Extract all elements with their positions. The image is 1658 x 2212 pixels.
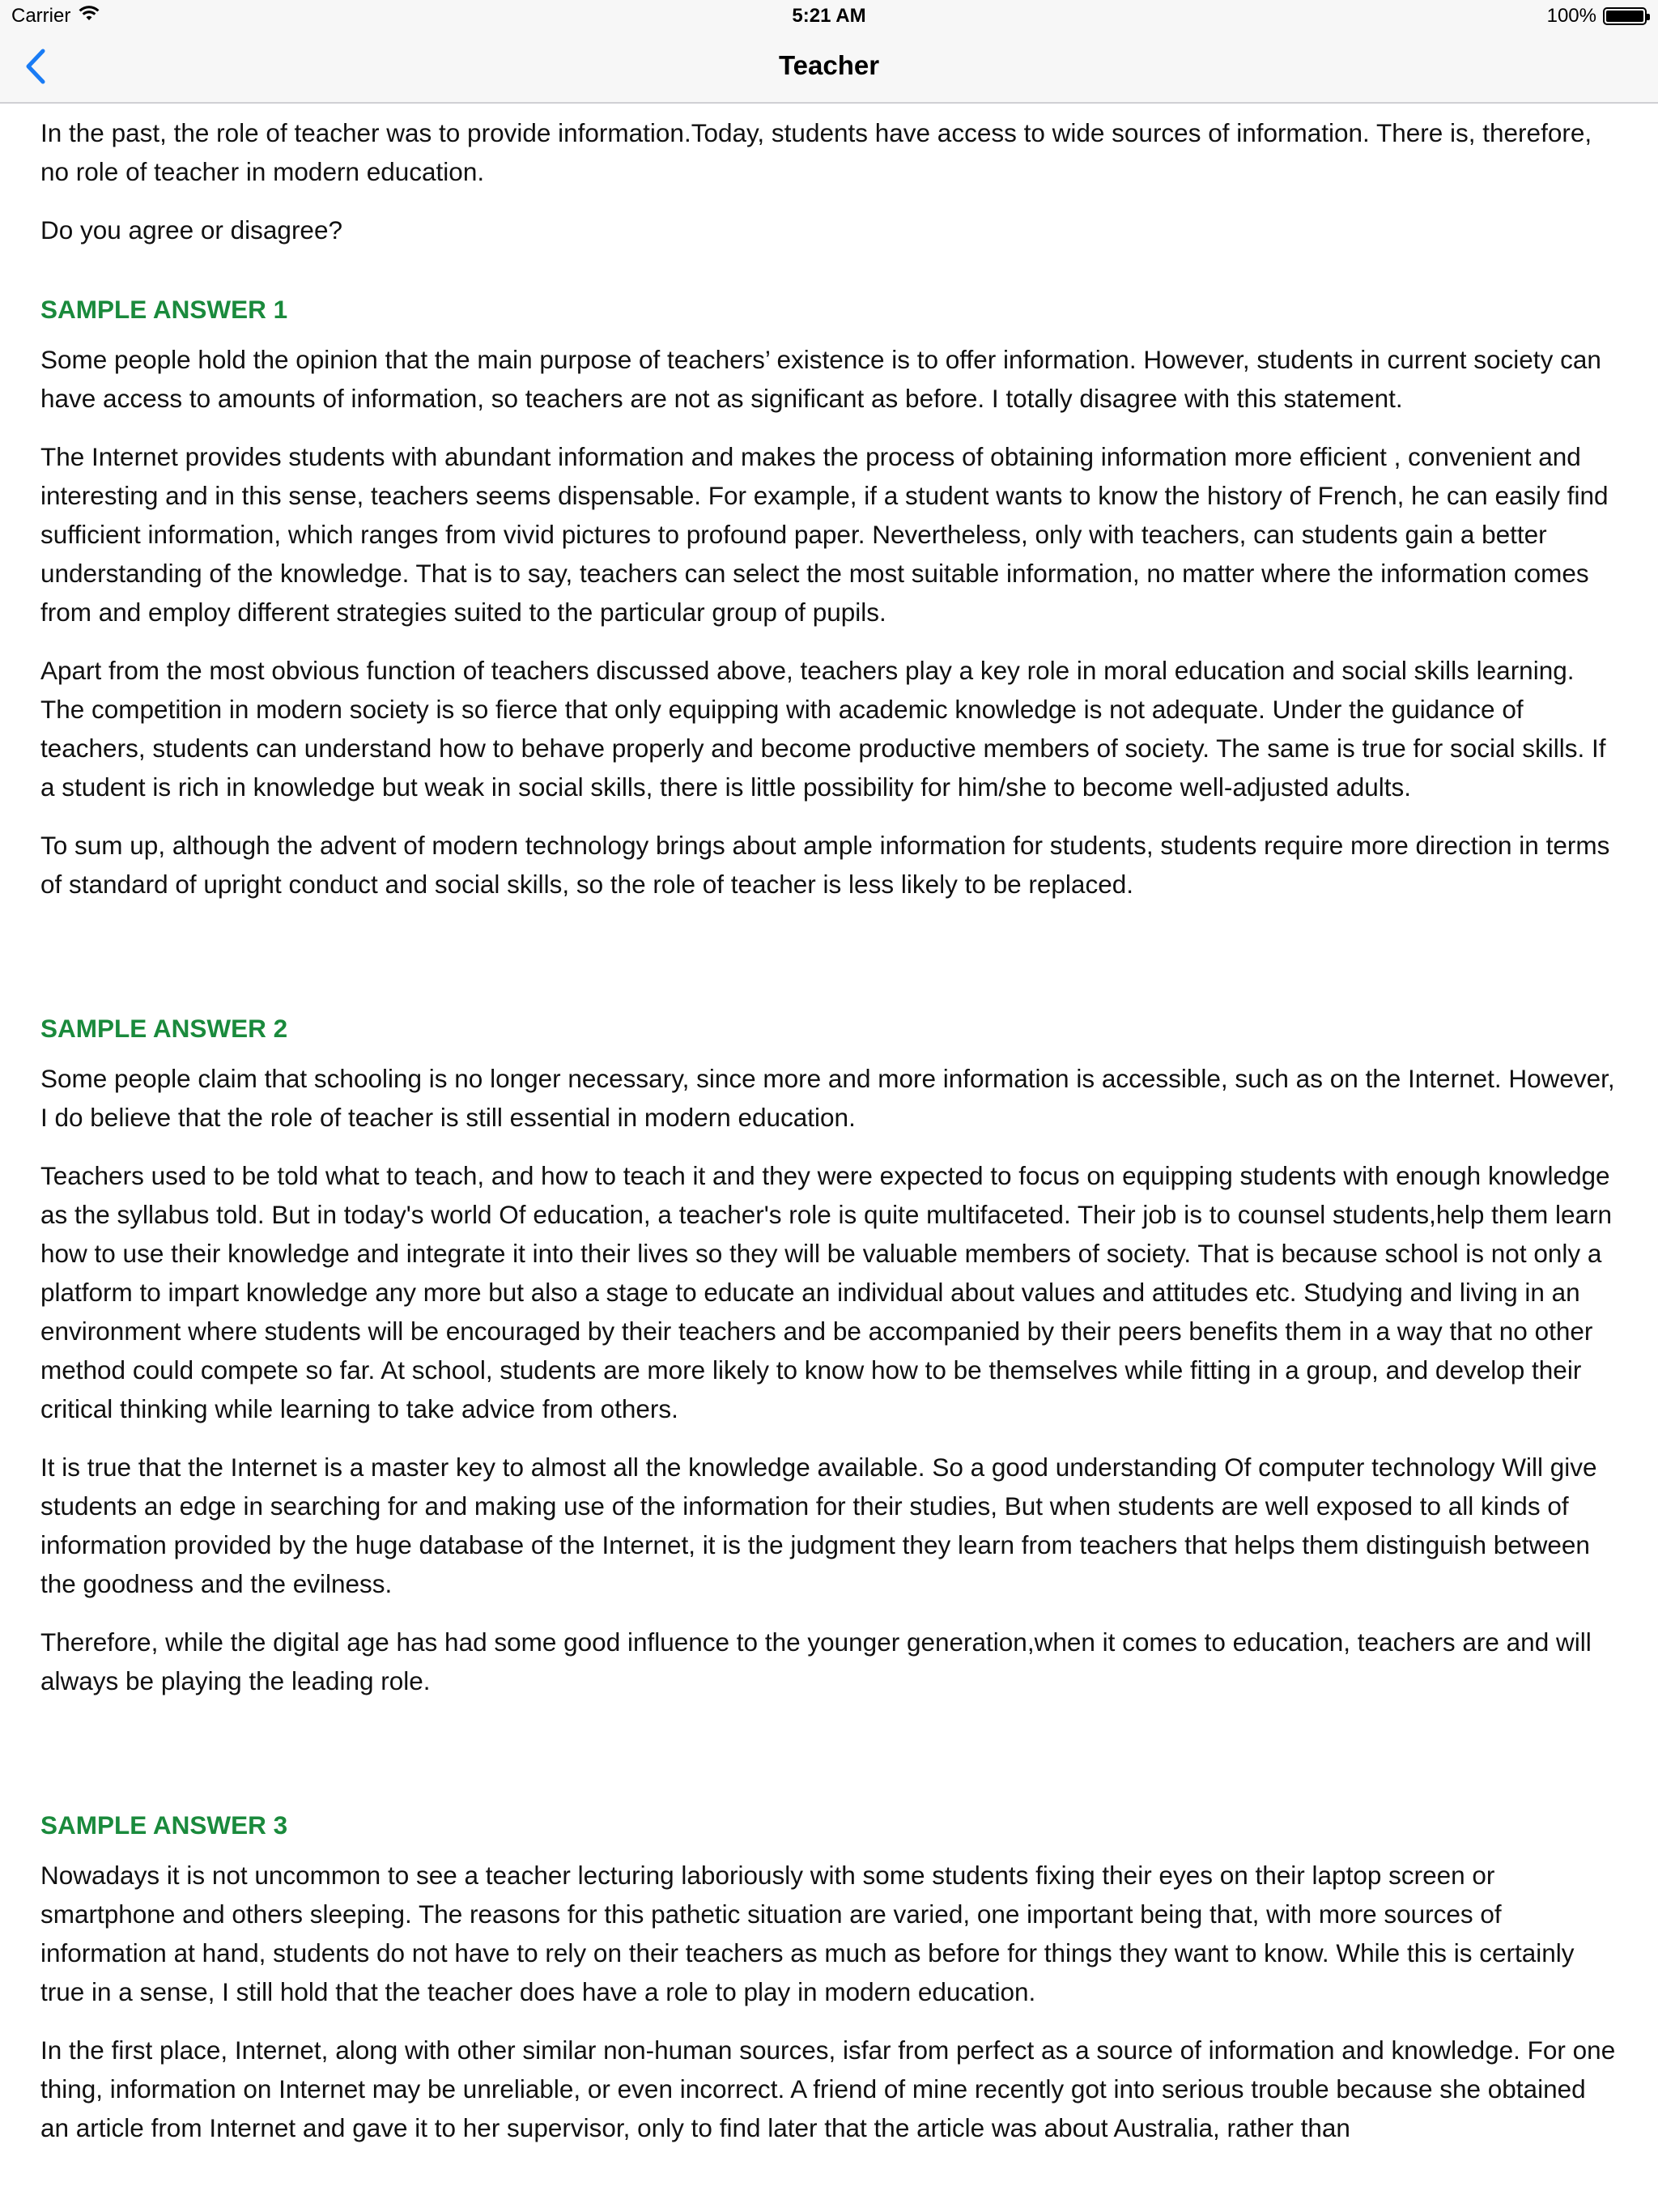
battery-percent: 100% (1546, 5, 1596, 27)
answer-paragraph: In the first place, Internet, along with other similar non-human sources, isfar from perfect as a source of information and knowledge. For one thing, information on Internet may be unreliable, or even incorrect. A friend of mine recently got into serious trouble because she obtained an article from Internet and gave it to her supervisor, only to find later that the article was about Australia, rather than (40, 2035, 1616, 2142)
sample-answer-1 (40, 290, 1619, 904)
answer-paragraph: Nowadays it is not uncommon to see a teacher lecturing laboriously with some students fixing their eyes on their laptop screen or smartphone and others sleeping. The reasons for this pathetic situation are varied, one important being that, with more sources of information at hand, students do not have to rely on their teachers as much as before for things they want to know. While this is certainly true in a sense, I still hold that the teacher does have a role to play in modern education. (40, 1861, 1575, 2006)
answer-paragraph: To sum up, although the advent of modern technology brings about ample information for students, students require more direction in terms of standard of upright conduct and social skills, so the role of teacher is less likely to be replaced. (40, 831, 1610, 899)
question-block (40, 113, 1619, 249)
carrier-label: Carrier (11, 5, 71, 27)
section-heading: SAMPLE ANSWER 2 (40, 1014, 288, 1043)
navigation-bar (0, 32, 1658, 104)
sample-answer-3 (40, 1806, 1619, 2147)
answer-paragraph: It is true that the Internet is a master key to almost all the knowledge available. So a good understanding Of computer technology Will give students an edge in searching for and making use of the information for their studies, But when students are well exposed to all kinds of information provided by the huge database of the Internet, it is the judgment they learn from teachers that helps them distinguish between the goodness and the evilness. (40, 1453, 1597, 1598)
battery-icon (1603, 7, 1647, 25)
question-paragraph: In the past, the role of teacher was to provide information.Today, students have access to wide sources of information. There is, therefore, no role of teacher in modern education. (40, 118, 1592, 186)
answer-paragraph: The Internet provides students with abundant information and makes the process of obtaining information more efficient , convenient and interesting and in this sense, teachers seems dispensable. For example, if a student wants to know the history of French, he can easily find sufficient information, which ranges from vivid pictures to profound paper. Nevertheless, only with teachers, can students gain a better understanding of the knowledge. That is to say, teachers can select the most suitable information, no matter where the information comes from and employ different strategies suited to the particular group of pupils. (40, 442, 1609, 627)
answer-paragraph: Teachers used to be told what to teach, and how to teach it and they were expected to focus on equipping students with enough knowledge as the syllabus told. But in today's world Of education, a teacher's role is quite multifaceted. Their job is to counsel students,help them learn how to use their knowledge and integrate it into their lives so they will be valuable members of society. That is because school is not only a platform to impart knowledge any more but also a stage to educate an individual about values and attitudes etc. Studying and living in an environment where students will be encouraged by their teachers and be accompanied by their peers benefits them in a way that no other method could compete so far. At school, students are more likely to know how to be themselves while fitting in a group, and develop their critical thinking while learning to take advice from others. (40, 1161, 1613, 1423)
article-content (40, 113, 1619, 2167)
page-title: Teacher (778, 50, 880, 80)
answer-paragraph: Some people claim that schooling is no longer necessary, since more and more information is accessible, such as on the Internet. However, I do believe that the role of teacher is still essential in modern education. (40, 1064, 1615, 1132)
answer-paragraph: Apart from the most obvious function of teachers discussed above, teachers play a key role in moral education and social skills learning. The competition in modern society is so fierce that only equipping with academic knowledge is not adequate. Under the guidance of teachers, students can understand how to behave properly and become productive members of society. The same is true for social skills. If a student is rich in knowledge but weak in social skills, there is little possibility for him/she to become well-adjusted adults. (40, 656, 1606, 802)
battery-level (1606, 11, 1643, 22)
answer-paragraph: Therefore, while the digital age has had some good influence to the younger generation,when it comes to education, teachers are and will always be playing the leading role. (40, 1627, 1592, 1695)
status-right (1547, 5, 1647, 28)
status-bar (0, 0, 1658, 32)
sample-answer-2 (40, 1009, 1619, 1700)
question-prompt: Do you agree or disagree? (40, 215, 342, 245)
answer-paragraph: Some people hold the opinion that the main purpose of teachers’ existence is to offer information. However, students in current society can have access to amounts of information, so teachers are not as significant as before. I totally disagree with this statement. (40, 345, 1601, 413)
section-heading: SAMPLE ANSWER 3 (40, 1810, 288, 1840)
section-heading: SAMPLE ANSWER 1 (40, 295, 288, 324)
status-time: 5:21 AM (792, 5, 866, 27)
